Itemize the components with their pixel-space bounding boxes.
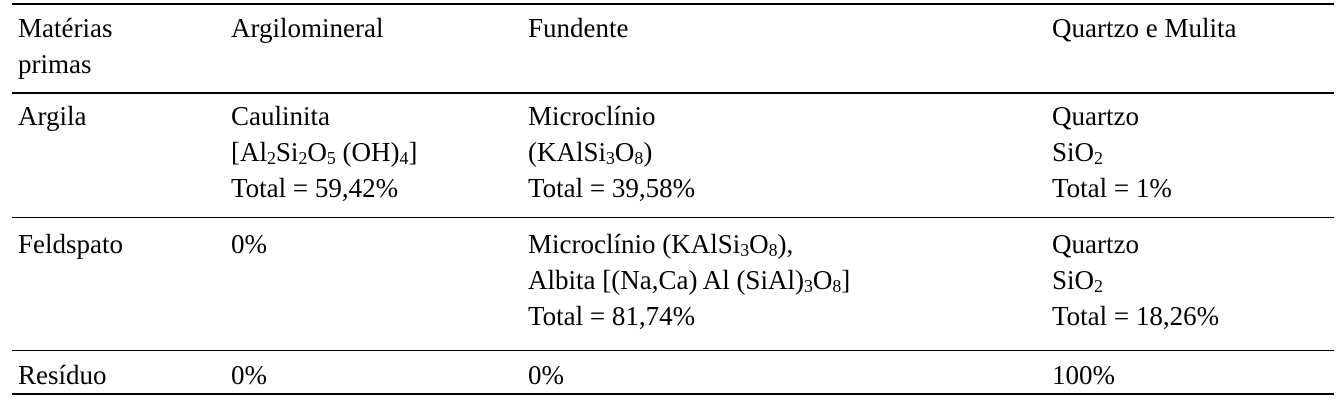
row-residuo-material: Resíduo [18, 360, 107, 390]
row-argila-fundente [528, 98, 695, 206]
fundente-microclinio-formula: Microclínio $(KAlSi_3O_8)$, [528, 229, 794, 261]
header-fundente: Fundente [528, 13, 629, 43]
row-feldspato-material: Feldspato [18, 229, 123, 259]
row-divider-feldspato [12, 350, 1334, 351]
argilomineral-formula: [$Al_2Si_2O_5$ $(OH)_4$] [231, 137, 418, 169]
header-argilomineral: Argilomineral [231, 13, 384, 43]
quartzo-name: Quartzo [1052, 101, 1139, 131]
row-argila-quartzo [1052, 98, 1172, 206]
table-bottom-rule [12, 393, 1334, 395]
fundente-albita-formula: Albita [(Na,Ca) Al $(SiAl)_3O_8$] [528, 265, 851, 297]
quartzo-total: Total = 18,26% [1052, 301, 1220, 331]
quartzo-formula: SiO$_2$ [1052, 265, 1103, 297]
header-materias-line2: primas [18, 49, 92, 79]
row-argila-material: Argila [18, 101, 87, 131]
fundente-total: Total = 81,74% [528, 301, 696, 331]
row-feldspato-argilomineral: 0% [231, 229, 267, 259]
quartzo-total: Total = 1% [1052, 173, 1172, 203]
fundente-line1: Microclínio [528, 101, 656, 131]
row-residuo-argilomineral: 0% [231, 360, 267, 390]
row-feldspato-fundente [528, 226, 850, 334]
row-divider-argila [12, 217, 1334, 218]
argilomineral-total: Total = 59,42% [231, 173, 399, 203]
table-top-rule [12, 3, 1334, 5]
row-feldspato-quartzo [1052, 226, 1219, 334]
row-residuo-fundente: 0% [528, 360, 564, 390]
header-materias-line1: Matérias [18, 13, 113, 43]
quartzo-formula: SiO$_2$ [1052, 137, 1103, 169]
fundente-total: Total = 39,58% [528, 173, 696, 203]
header-quartzo-mulita: Quartzo e Mulita [1052, 13, 1237, 43]
row-residuo-quartzo: 100% [1052, 360, 1115, 390]
argilomineral-name: Caulinita [231, 101, 330, 131]
header-materias-primas [18, 10, 112, 82]
quartzo-name: Quartzo [1052, 229, 1139, 259]
fundente-formula: $(KAlSi_3O_8)$ [528, 137, 653, 169]
header-bottom-rule [12, 92, 1334, 94]
row-argila-argilomineral [231, 98, 417, 206]
